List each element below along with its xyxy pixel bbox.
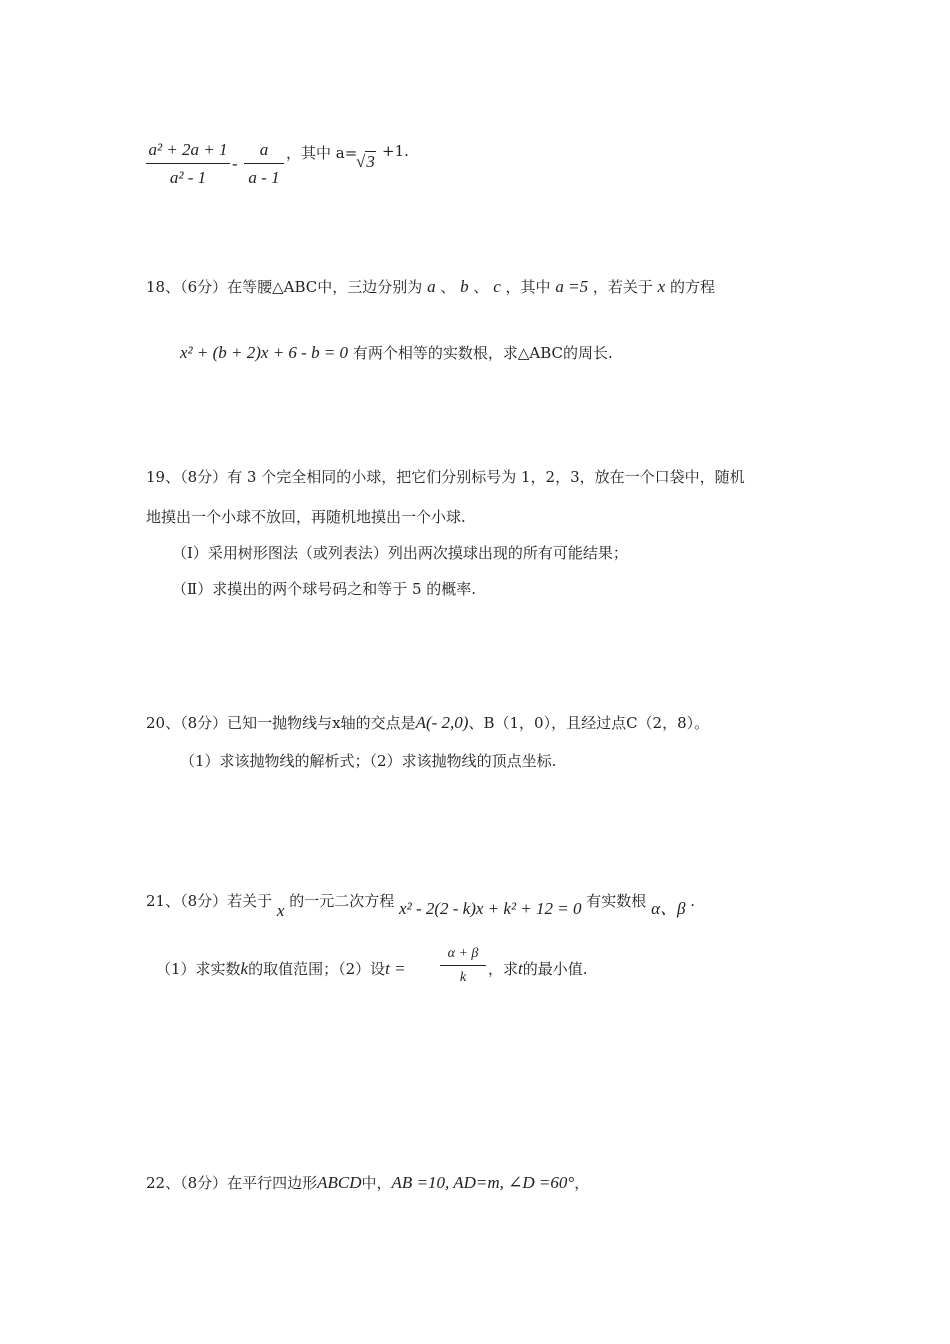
question-22-line-1: 22、（8分）在平行四边形ABCD中，AB =10, AD=m, ∠D =60°， <box>146 1173 590 1192</box>
fraction-t-denominator: k <box>459 970 467 985</box>
question-21-line-2-post: ，求t的最小值. <box>488 959 588 978</box>
question-19-part-2: （Ⅱ）求摸出的两个球号码之和等于 5 的概率. <box>172 580 477 598</box>
question-21-line-2-pre: （1）求实数k的取值范围；（2）设t = <box>156 959 406 978</box>
sqrt-icon: √ <box>356 152 366 171</box>
question-18-line-2: x² + (b + 2)x + 6 - b = 0 有两个相等的实数根，求△ABC的周长. <box>180 343 613 362</box>
fraction-1-numerator: a² + 2a + 1 <box>148 140 228 159</box>
question-20-line-2: （1）求该抛物线的解析式；（2）求该抛物线的顶点坐标. <box>180 752 557 770</box>
fraction-1-denominator: a² - 1 <box>169 168 207 187</box>
quadratic-equation-18: x² + (b + 2)x + 6 - b = 0 <box>180 343 349 362</box>
minus-sign: - <box>232 154 238 173</box>
q17-plus-one: +1. <box>382 142 409 160</box>
quadratic-equation-21: x² - 2(2 - k)x + k² + 12 = 0 <box>399 899 582 918</box>
fraction-2-denominator: a - 1 <box>248 168 280 187</box>
fraction-t-numerator: α + β <box>447 946 479 961</box>
fraction-t <box>440 946 486 986</box>
parallelogram-conditions: AB =10, AD=m, ∠D =60° <box>391 1173 575 1192</box>
question-19-line-1: 19、（8分）有 3 个完全相同的小球，把它们分别标号为 1，2，3，放在一个口袋中，随机 <box>146 468 745 486</box>
question-20-line-1: 20、（8分）已知一抛物线与x轴的交点是A(- 2,0)、B（1，0），且经过点C（2，8）。 <box>146 713 710 732</box>
question-19-part-1: （Ⅰ）采用树形图法（或列表法）列出两次摸球出现的所有可能结果； <box>172 544 628 562</box>
point-a: A(- 2,0) <box>415 713 469 732</box>
fraction-2-numerator: a <box>259 140 269 159</box>
q17-condition: ，其中 a= <box>286 144 358 162</box>
question-19-line-2: 地摸出一个小球不放回，再随机地摸出一个小球. <box>146 508 466 526</box>
fraction-2 <box>244 140 284 188</box>
sqrt-expression <box>356 152 376 172</box>
fraction-1 <box>146 140 230 188</box>
question-21-line-1: 21、（8分）若关于 x 的一元二次方程 x² - 2(2 - k)x + k² + 12 = 0 有实数根 α、β . <box>146 892 696 920</box>
sqrt-radicand: 3 <box>366 152 375 171</box>
question-18-line-1: 18、（6分）在等腰△ABC中，三边分别为 a 、 b 、 c ，其中 a =5 ，若关于 x 的方程 <box>146 277 715 296</box>
